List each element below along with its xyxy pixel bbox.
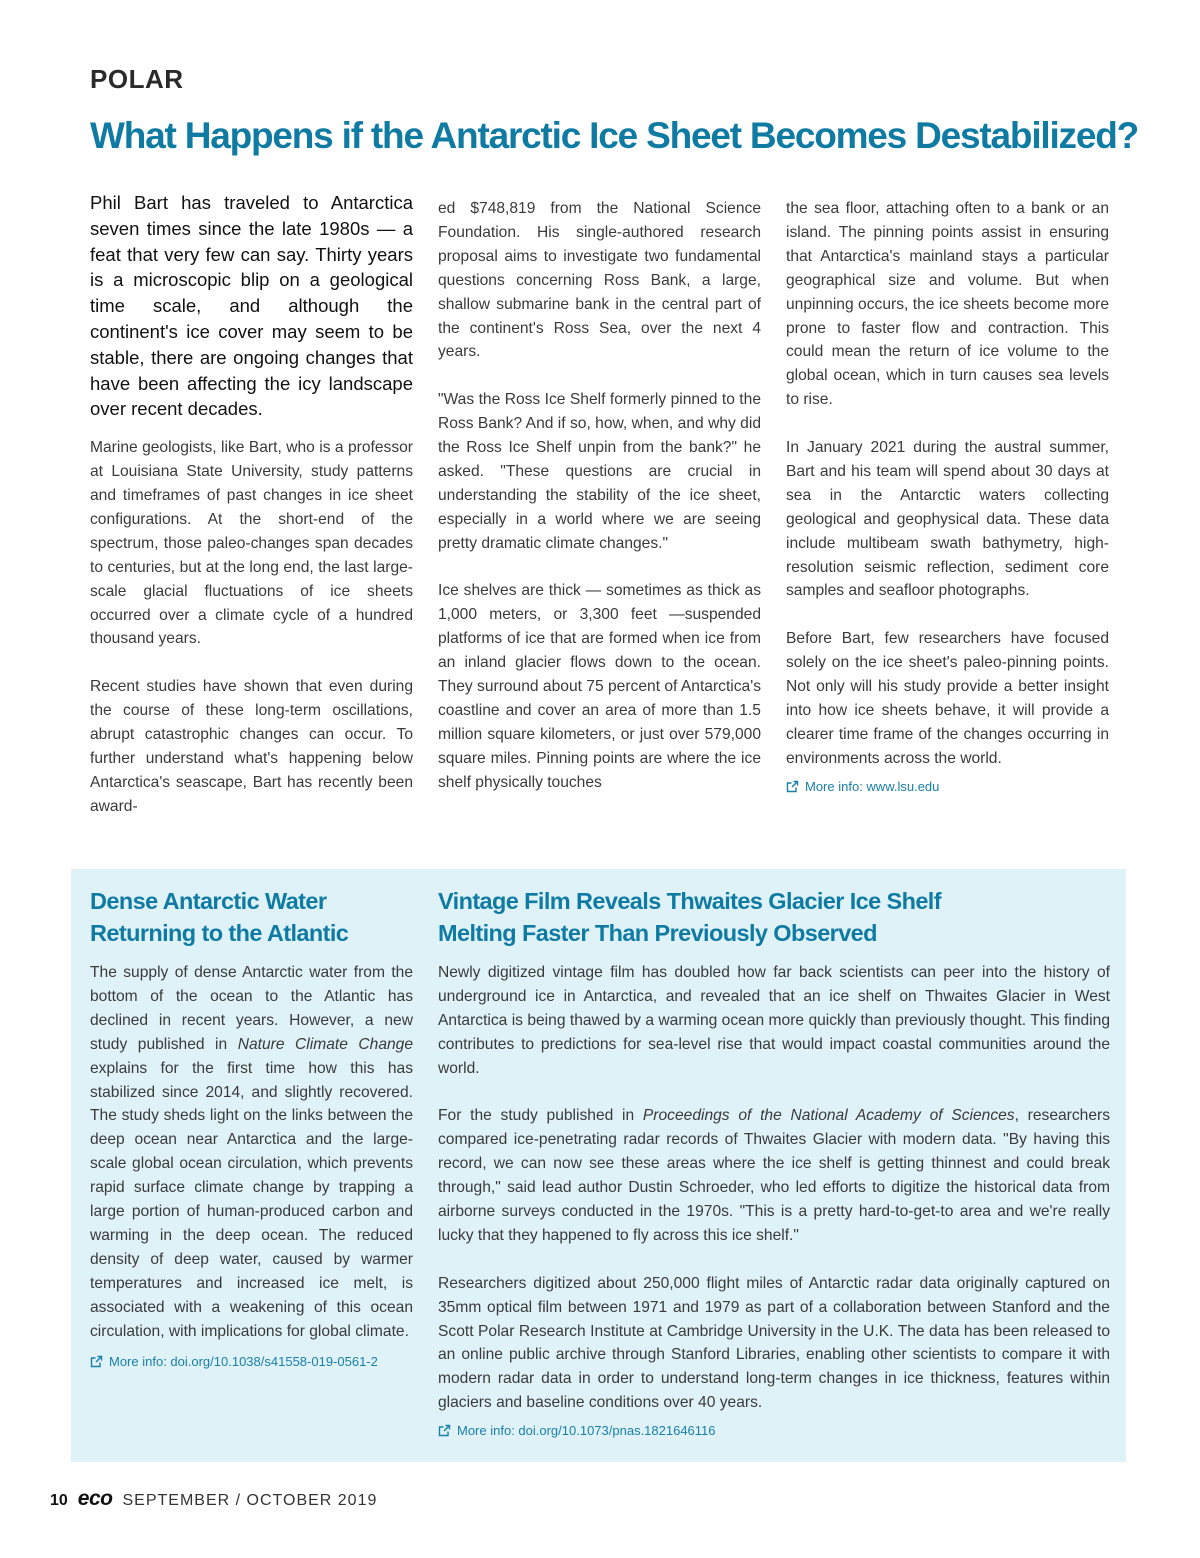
article-paragraph: Recent studies have shown that even during the course of these long-term oscillations, abrupt catastrophic changes can occur. To further understand what's happening below Antarctica's seascape, Bart has recently been award- [90, 678, 413, 815]
more-info-link[interactable] [786, 777, 1109, 796]
article-paragraph: "Was the Ross Ice Shelf formerly pinned to the Ross Bank? And if so, how, when, and why did the Ross Ice Shelf unpin from the bank?" he asked. "These questions are crucial in understanding the stability of the ice sheet, especially in a world where we are seeing pretty dramatic climate changes." [438, 391, 761, 552]
brief-title: Vintage Film Reveals Thwaites Glacier Ice Shelf Melting Faster Than Previously Observed [438, 888, 941, 946]
more-info-text: More info: doi.org/10.1038/s41558-019-0561-2 [109, 1353, 378, 1369]
magazine-logo: eco [77, 1487, 113, 1510]
brief-paragraph: For the study published in Proceedings of the National Academy of Sciences, researchers compared ice-penetrating radar records of Thwaites Glacier with modern data. "By having this record, we can now see these areas where the ice shelf is getting thinnest and could break through," said lead author Dustin Schroeder, who led efforts to digitize the historical data from airborne surveys conducted in the 1970s. "This is a pretty hard-to-get-to area and we're really lucky that they happened to fly across this ice shelf." [438, 1107, 1110, 1244]
more-info-link[interactable] [438, 1421, 1110, 1440]
page-number: 10 [50, 1492, 68, 1509]
article-paragraph: the sea floor, attaching often to a bank or an island. The pinning points assist in ensuring that Antarctica's mainland stays a particular geographical size and volume. But when unpinning occurs, the ice sheets become more prone to faster flow and contraction. This could mean the return of ice volume to the global ocean, which in turn causes sea levels to rise. [786, 200, 1109, 409]
external-link-icon [438, 1424, 451, 1437]
external-link-icon [90, 1355, 103, 1368]
more-info-text: More info: doi.org/10.1073/pnas.1821646116 [457, 1423, 716, 1439]
issue-date: SEPTEMBER / OCTOBER 2019 [122, 1492, 378, 1509]
article-column-3 [786, 197, 1109, 796]
brief-paragraph: The supply of dense Antarctic water from the bottom of the ocean to the Atlantic has declined in recent years. However, a new study published in Nature Climate Change explains for the first time how this has stabilized since 2014, and slightly recovered. The study sheds light on the links between the deep ocean near Antarctica and the large-scale global ocean circulation, which prevents rapid surface climate change by trapping a large portion of human-produced carbon and warming in the deep ocean. The reduced density of deep water, caused by warmer temperatures and increased ice melt, is associated with a weakening of this ocean circulation, with implications for global climate. [90, 964, 414, 1340]
article-column-2 [438, 197, 761, 819]
more-info-link[interactable] [90, 1352, 413, 1371]
article-lead: Phil Bart has traveled to Antarctica seven times since the late 1980s — a feat that very few can say. Thirty years is a microscopic blip on a geological time scale, and although the continent's ice cover may seem to be stable, there are ongoing changes that have been affecting the icy landscape over recent decades. [90, 192, 413, 420]
page-title: What Happens if the Antarctic Ice Sheet Becomes Destabilized? [90, 115, 1139, 156]
brief-thwaites-glacier [438, 885, 1110, 1440]
brief-paragraph: Researchers digitized about 250,000 flight miles of Antarctic radar data originally captured on 35mm optical film between 1971 and 1979 as part of a collaboration between Stanford and the Scott Polar Research Institute at Cambridge University in the U.K. The data has been released to an online public archive through Stanford Libraries, enabling other scientists to compare it with modern radar data in order to understand long-term changes in ice thickness, features within glaciers and baseline conditions over 40 years. [438, 1274, 1110, 1412]
brief-dense-water [90, 885, 413, 1371]
page-footer [50, 1487, 377, 1511]
section-label: POLAR [90, 64, 184, 94]
more-info-text: More info: www.lsu.edu [805, 778, 940, 794]
article-paragraph: Ice shelves are thick — sometimes as thick as 1,000 meters, or 3,300 feet —suspended platforms of ice that are formed when ice from an inland glacier flows down to the ocean. They surround about 75 percent of Antarctica's coastline and cover an area of more than 1.5 million square kilometers, or just over 579,000 square miles. Pinning points are where the ice shelf physically touches [438, 582, 761, 791]
article-paragraph: Marine geologists, like Bart, who is a professor at Louisiana State University, study patterns and timeframes of past changes in ice sheet configurations. At the short-end of the spectrum, those paleo-changes span decades to centuries, but at the long end, the last large-scale glacial fluctuations of ice sheets occurred over a climate cycle of a hundred thousand years. [90, 439, 413, 648]
brief-title: Dense Antarctic Water Returning to the Atlantic [90, 888, 349, 946]
article-column-1 [90, 190, 413, 843]
article-paragraph: In January 2021 during the austral summer, Bart and his team will spend about 30 days at sea in the Antarctic waters collecting geological and geophysical data. These data include multibeam swath bathymetry, high-resolution seismic reflection, sediment core samples and seafloor photographs. [786, 439, 1109, 600]
article-paragraph: ed $748,819 from the National Science Foundation. His single-authored research proposal aims to investigate two fundamental questions concerning Ross Bank, a large, shallow submarine bank in the central part of the continent's Ross Sea, over the next 4 years. [438, 200, 761, 361]
brief-paragraph: Newly digitized vintage film has doubled how far back scientists can peer into the history of underground ice in Antarctica, and revealed that an ice shelf on Thwaites Glacier in West Antarctica is being thawed by a warming ocean more quickly than previously thought. This finding contributes to predictions for sea-level rise that would impact coastal communities around the world. [438, 964, 1110, 1077]
external-link-icon [786, 780, 799, 793]
article-paragraph: Before Bart, few researchers have focused solely on the ice sheet's paleo-pinning points. Not only will his study provide a better insight into how ice sheets behave, it will provide a clearer time frame of the changes occurring in environments across the world. [786, 630, 1109, 767]
